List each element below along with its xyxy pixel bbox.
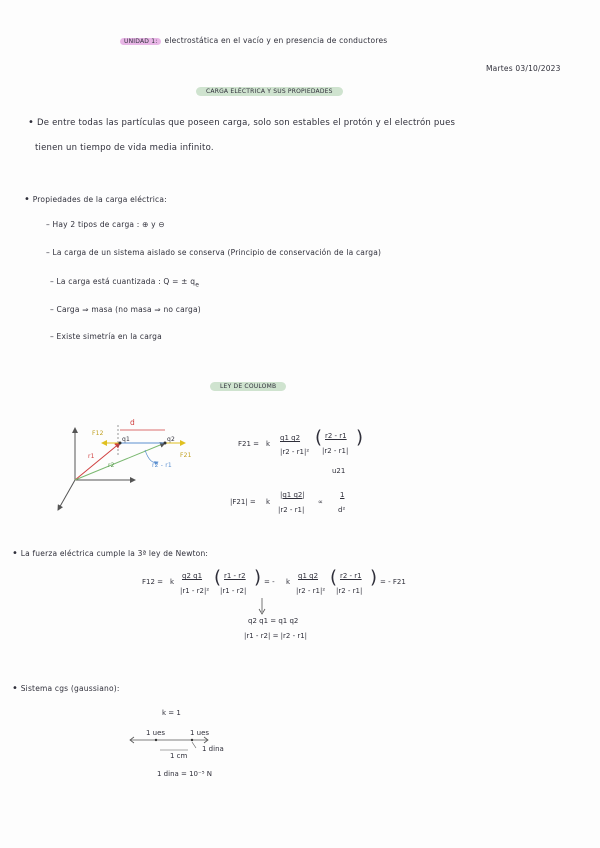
formula-f12-num: q2 q1	[182, 572, 203, 580]
formula-f21-under: u21	[332, 467, 346, 475]
date: Martes 03/10/2023	[486, 64, 561, 73]
f12-label: F12	[92, 430, 104, 437]
note-arrow	[258, 598, 268, 616]
formula-f21-lhs: F21 =	[238, 440, 260, 448]
unit-badge: UNIDAD 1:	[120, 38, 161, 45]
formula-f12-unit-num: r1 - r2	[224, 572, 246, 580]
formula-mag-lhs: |F21| =	[230, 498, 256, 506]
section-title-carga: CARGA ELÉCTRICA Y SUS PROPIEDADES	[196, 88, 343, 95]
paren-left: (	[315, 427, 323, 448]
f21-label: F21	[180, 452, 192, 459]
cgs-heading: • Sistema cgs (gaussiano):	[12, 683, 120, 694]
formula-f12-den: |r1 - r2|²	[180, 587, 210, 595]
cm-label: 1 cm	[170, 752, 188, 760]
prop-item: – La carga de un sistema aislado se conserva (Principio de conservación de la carga)	[46, 248, 382, 257]
formula-f21-den: |r2 - r1|²	[280, 448, 310, 456]
q2-label: q2	[167, 436, 176, 443]
q1-label: q1	[122, 436, 131, 443]
bullet-icon: •	[28, 117, 35, 128]
paren-left: (	[330, 567, 338, 588]
formula-f12-k: k	[170, 578, 175, 586]
formula-f12-unit-den: |r1 - r2|	[220, 587, 247, 595]
bullet-icon: •	[12, 548, 19, 559]
intro-line-1: • De entre todas las partículas que poseen carga, solo son estables el protón y el electrón pues	[28, 117, 456, 128]
formula-mag-rnum: 1	[340, 491, 345, 499]
newton-heading: • La fuerza eléctrica cumple la 3ª ley de Newton:	[12, 548, 209, 559]
prop-item: – La carga está cuantizada : Q = ± $q_e$	[50, 277, 200, 289]
formula-mag-k: k	[266, 498, 271, 506]
z-axis	[58, 480, 75, 510]
formula-f21-num: q1 q2	[280, 434, 301, 442]
bullet-icon: •	[24, 194, 31, 205]
dina-label: 1 dina	[202, 745, 224, 753]
ues-right: 1 ues	[190, 729, 210, 737]
formula-f12-den2: |r2 - r1|²	[296, 587, 326, 595]
note-line-1: q2 q1 = q1 q2	[248, 617, 299, 625]
formula-mag-den: |r2 - r1|	[278, 506, 305, 514]
unit-title: electrostática en el vacío y en presencia de conductores	[164, 36, 388, 45]
formula-mag-num: |q1 q2|	[280, 491, 305, 499]
d-label: d	[130, 418, 135, 427]
section-title-coulomb: LEY DE COULOMB	[210, 383, 286, 390]
r-diff-label: r2 - r1	[152, 462, 172, 469]
coulomb-diagram	[50, 410, 200, 520]
formula-f12-result: = - F21	[380, 578, 406, 586]
formula-f12-num2: q1 q2	[298, 572, 319, 580]
props-heading: • Propiedades de la carga eléctrica:	[24, 194, 167, 205]
formula-f12-unit-num2: r2 - r1	[340, 572, 362, 580]
r2-label: r2	[108, 462, 115, 469]
paren-left: (	[214, 567, 222, 588]
r-diff-pointer	[145, 450, 158, 463]
formula-f21-unit-num: r2 - r1	[325, 432, 347, 440]
formula-mag-rden: d²	[338, 506, 346, 514]
formula-f12-k2: k	[286, 578, 291, 586]
prop-item: – Hay 2 tipos de carga : ⊕ y ⊖	[46, 220, 165, 229]
paren-right: )	[254, 567, 262, 588]
r1-label: r1	[88, 453, 95, 460]
bullet-icon: •	[12, 683, 19, 694]
note-line-2: |r1 - r2| = |r2 - r1|	[244, 632, 308, 640]
dina-eq: 1 dina = 10⁻⁵ N	[157, 770, 212, 778]
ues-left: 1 ues	[146, 729, 166, 737]
formula-mag-prop: ∝	[318, 498, 324, 506]
prop-item: – Carga ⇒ masa (no masa ⇒ no carga)	[50, 305, 201, 314]
formula-f12-lhs: F12 =	[142, 578, 164, 586]
formula-f21-k: k	[266, 440, 271, 448]
unit-header	[120, 36, 387, 46]
paren-right: )	[370, 567, 378, 588]
intro-line-2: tienen un tiempo de vida media infinito.	[35, 143, 214, 153]
formula-f12-eq: = -	[264, 578, 275, 586]
formula-f12-unit-den2: |r2 - r1|	[336, 587, 363, 595]
k-value: k = 1	[162, 709, 181, 717]
paren-right: )	[356, 427, 364, 448]
prop-item: – Existe simetría en la carga	[50, 332, 162, 341]
formula-f21-unit-den: |r2 - r1|	[322, 447, 349, 455]
